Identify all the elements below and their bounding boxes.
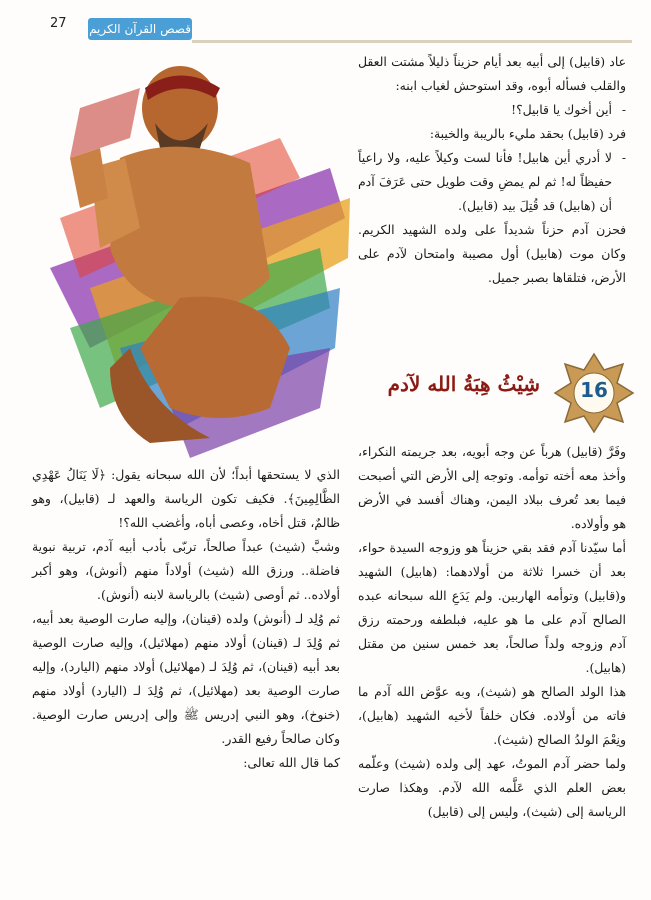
page-header	[0, 0, 651, 46]
paragraph: أما سيّدنا آدم فقد بقي حزيناً هو وزوجه السيدة حواء، بعد أن خسرا ثلاثة من أولادهما: (هابيل) الشهيد و(قابيل) وتوأمه الهاربين. ولم يَدَعِ الله سبحانه عبده الصالح آدم على ما هو عليه، فبلطفه ورحمته رزق آدم وزوجه ولداً صالحاً، بعد خمس سنين من مقتل (هابيل).	[358, 540, 626, 675]
chapter-title: شِيْثُ هِبَةُ الله لآدم	[387, 372, 540, 396]
paragraph: وفَرَّ (قابيل) هرباً عن وجه أبويه، بعد جريمته النكراء، وأخذ معه أخته توأمه. وتوجه إلى الأرض التي أصبحت فيما بعد تُعرف ببلاد اليمن، وهناك أفسد في الأرض هو وأولاده.	[358, 444, 626, 531]
book-title-badge: قصص القرآن الكريم	[88, 18, 192, 40]
paragraph: الذي لا يستحقها أبداً؛ لأن الله سبحانه يقول: ﴿لَا يَنَالُ عَهْدِي الظَّالِمِينَ﴾. فكيف تكون الرياسة والعهد لـ (قابيل)، وهو ظالمٌ، قتل أخاه، وعصى أباه، وأغضب الله؟!	[32, 467, 340, 530]
left-column	[32, 463, 340, 775]
paragraph: ولما حضر آدم الموتُ، عهد إلى ولده (شيث) وعلّمه بعض العلم الذي عَلَّمه الله لآدم. وهكذا صارت الرياسة إلى (شيث)، وليس إلى (قابيل)	[358, 756, 626, 819]
paragraph: فحزن آدم حزناً شديداً على ولده الشهيد الكريم. وكان موت (هابيل) أول مصيبة وامتحان لآدم على الأرض، فتلقاها بصبر جميل.	[358, 222, 626, 285]
chapter-number: 16	[580, 378, 608, 402]
right-column-bottom	[358, 440, 626, 824]
paragraph: ثم وُلِد لـ (أنوش) ولده (قينان)، وإليه صارت الوصية بعد أبيه، ثم وُلِدَ لـ (قينان) أولاد منهم (مهلائيل)، وإليه صارت الوصية بعد أبيه (قينان)، ثم وُلِدَ لـ (مهلائيل) أولاد منهم (اليارد)، وإليه صارت الوصية بعد (مهلائيل)، ثم وُلِدَ لـ (اليارد) أولاد منهم (خنوخ)، وهو النبي إدريس ﷺ وإلى إدريس صارت الوصية. وكان صالحاً رفيع القدر.	[32, 611, 340, 746]
illustration-svg	[30, 48, 350, 463]
illustration-grieving-man	[30, 48, 350, 463]
paragraph: فرد (قابيل) بحقد مليء بالريبة والخيبة:	[429, 126, 626, 141]
right-column-top	[358, 50, 626, 290]
paragraph: وشبَّ (شيث) عبداً صالحاً، تربّى بأدب أبيه آدم، تربية نبوية فاضلة.. ورزق الله (شيث) أولاداً منهم (أنوش)، وهو أكبر أولاده.. ثم أوصى (شيث) بالرياسة لابنه (أنوش).	[32, 539, 340, 602]
paragraph: عاد (قابيل) إلى أبيه بعد أيام حزيناً ذليلاً مشتت العقل والقلب فسأله أبوه، وقد استوحش لغياب ابنه:	[358, 54, 626, 93]
page-number: 27	[50, 16, 67, 31]
dialogue-line: - لا أدري أين هابيل! فأنا لست وكيلاً عليه، ولا راعياً حفيظاً له! ثم لم يمضِ وقت طويل حتى عَرَفَ آدم أن (هابيل) قد قُتِلَ بيد (قابيل).	[358, 146, 626, 218]
paragraph: هذا الولد الصالح هو (شيث)، وبه عوَّض الله آدم ما فاته من أولاده. فكان خلفاً لأخيه الشهيد (هابيل)، ونِعْمَ الولدُ الصالح (شيث).	[358, 684, 626, 747]
header-rule	[192, 40, 632, 43]
chapter-heading	[387, 352, 635, 432]
paragraph: كما قال الله تعالى:	[243, 755, 340, 770]
dialogue-line: - أين أخوك يا قابيل؟!	[358, 98, 626, 122]
